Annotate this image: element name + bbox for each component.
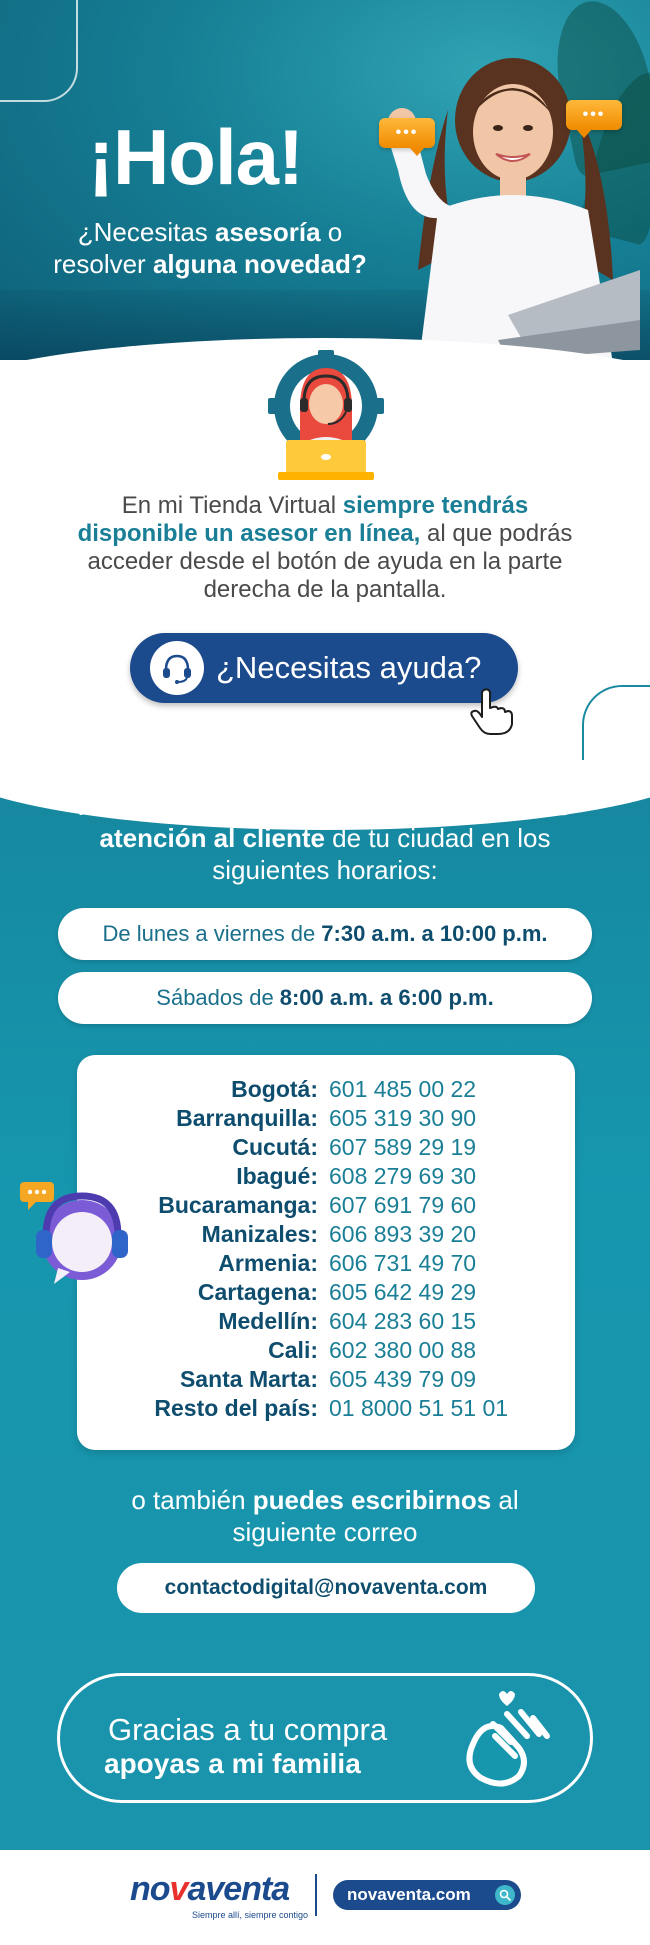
city-name: Santa Marta: (179, 1366, 318, 1392)
phone-number[interactable]: 605 642 49 29 (329, 1279, 477, 1305)
phone-number[interactable]: 01 8000 51 51 01 (329, 1395, 509, 1421)
phone-line (77, 1191, 575, 1220)
phone-line (77, 1365, 575, 1394)
city-name: Bogotá: (231, 1076, 318, 1102)
city-name: Cali: (268, 1337, 318, 1363)
phone-number[interactable]: 601 485 00 22 (329, 1076, 477, 1102)
frame-decoration (0, 0, 78, 102)
thanks-line-1: Gracias a tu compra (108, 1712, 388, 1747)
chat-bubble-icon: ••• (379, 118, 435, 148)
headset-icon (150, 641, 204, 695)
phone-number[interactable]: 607 589 29 19 (329, 1134, 477, 1160)
city-name: Manizales: (201, 1221, 318, 1247)
advisor-description: En mi Tienda Virtual siempre tendrás disponible un asesor en línea, al que podrás acceder desde el botón de ayuda en la parte derecha de la pantalla. (77, 492, 573, 603)
schedule-saturdays: Sábados de 8:00 a.m. a 6:00 p.m. (58, 972, 592, 1024)
clapping-hands-icon (443, 1684, 561, 1792)
contact-intro: Además, podrás comunicarte a la línea de atención al cliente de tu ciudad en los siguientes horarios: (79, 791, 571, 885)
phone-line (77, 1249, 575, 1278)
advisor-headset-icon (268, 350, 384, 484)
hero-subtitle: ¿Necesitas asesoría o resolver alguna novedad? (53, 217, 367, 279)
email-intro: o también puedes escribirnos al siguiente correo (131, 1485, 519, 1547)
phone-number[interactable]: 606 893 39 20 (329, 1221, 477, 1247)
phone-number[interactable]: 606 731 49 70 (329, 1250, 477, 1276)
city-name: Resto del país: (154, 1395, 318, 1421)
phone-number[interactable]: 604 283 60 15 (329, 1308, 477, 1334)
city-name: Cucutá: (232, 1134, 318, 1160)
phone-line (77, 1394, 575, 1423)
phone-line (77, 1104, 575, 1133)
phone-line (77, 1278, 575, 1307)
phone-line (77, 1133, 575, 1162)
footer-divider (315, 1874, 317, 1916)
phone-number[interactable]: 602 380 00 88 (329, 1337, 477, 1363)
thanks-banner (57, 1673, 593, 1803)
website-label: novaventa.com (347, 1885, 471, 1904)
city-name: Armenia: (218, 1250, 318, 1276)
city-name: Bucaramanga: (158, 1192, 318, 1218)
email-link[interactable]: contactodigital@novaventa.com (117, 1563, 535, 1613)
search-icon (495, 1885, 515, 1905)
help-button-label: ¿Necesitas ayuda? (216, 650, 482, 685)
phone-number[interactable]: 605 439 79 09 (329, 1366, 477, 1392)
novaventa-logo[interactable]: novaventa (130, 1870, 290, 1908)
city-name: Medellín: (218, 1308, 318, 1334)
phone-line (77, 1075, 575, 1104)
website-link[interactable] (333, 1880, 521, 1910)
pointer-hand-icon (468, 686, 518, 736)
logo-tagline: Siempre allí, siempre contigo (192, 1910, 309, 1920)
footer (0, 1850, 650, 1945)
help-button[interactable] (130, 633, 518, 703)
thanks-line-2: apoyas a mi familia (104, 1748, 361, 1779)
woman-with-laptop-image (378, 50, 640, 360)
phone-number[interactable]: 605 319 30 90 (329, 1105, 477, 1131)
city-name: Ibagué: (236, 1163, 318, 1189)
phone-number[interactable]: 608 279 69 30 (329, 1163, 477, 1189)
hero-banner (0, 0, 650, 360)
city-name: Cartagena: (197, 1279, 318, 1305)
chat-bubble-icon: ••• (566, 100, 622, 130)
schedule-weekdays: De lunes a viernes de 7:30 a.m. a 10:00 p.m. (58, 908, 592, 960)
phone-line (77, 1336, 575, 1365)
support-headset-icon (18, 1180, 138, 1290)
hero-title: ¡Hola! (88, 113, 303, 201)
phone-line (77, 1220, 575, 1249)
phone-number[interactable]: 607 691 79 60 (329, 1192, 477, 1218)
city-name: Barranquilla: (176, 1105, 318, 1131)
phone-lines-card (77, 1055, 575, 1450)
phone-line (77, 1162, 575, 1191)
phone-line (77, 1307, 575, 1336)
